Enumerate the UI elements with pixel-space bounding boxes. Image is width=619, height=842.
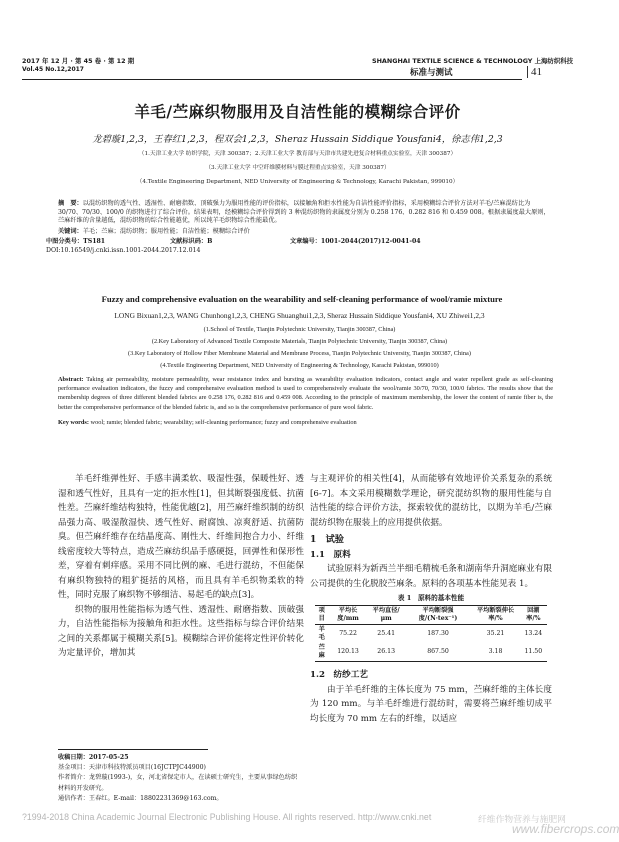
table-cell: 120.13 <box>337 648 359 655</box>
author-list: 龙碧璇1,2,3，王春红1,2,3，程双会1,2,3，Sheraz Hussain Siddique Yousfani4，徐志伟1,2,3 <box>92 134 503 145</box>
table-cell: 羊毛 <box>318 626 325 641</box>
section-1-heading: 1 试验 <box>310 534 344 545</box>
table-cell: 26.13 <box>377 648 396 655</box>
affiliation-2: （3.天津工业大学 中空纤维膜材料与膜过程重点实验室，天津 300387） <box>205 165 390 171</box>
english-affiliation-4: (4.Textile Engineering Department, NED University of Engineering & Technology, Karachi Pakistan, 999010) <box>160 362 439 369</box>
clc-number: 中图分类号：TS181 <box>46 238 106 246</box>
article-number: 文章编号：1001-2044(2017)12-0041-04 <box>290 238 421 246</box>
volume-label: Vol.45 No.12,2017 <box>22 66 84 73</box>
table-cell: 867.50 <box>427 648 449 655</box>
abstract-cn-label: 摘 要： <box>58 200 83 207</box>
table-header: 回潮率/% <box>526 607 541 622</box>
affiliation-1: （1.天津工业大学 纺织学院，天津 300387；2.天津工业大学 教育部与天津市共建先进复合材料重点实验室，天津 300387） <box>138 151 457 157</box>
section-1-2-heading: 1.2 纺纱工艺 <box>310 670 368 680</box>
english-affiliation-2: (2.Key Laboratory of Advanced Textile Composite Materials, Tianjin Polytechnic University, Tianjin 300387, China) <box>151 338 448 345</box>
paper-title: 羊毛/苎麻织物服用及自洁性能的模糊综合评价 <box>134 102 461 121</box>
table-row <box>315 625 547 644</box>
table-cell: 13.24 <box>524 630 543 637</box>
footnote <box>58 753 303 804</box>
table-header-row <box>315 606 547 625</box>
corresponding-author: 通信作者：王春红。E-mail：18802231369@163.com。 <box>58 794 223 802</box>
header-journal: SHANGHAI TEXTILE SCIENCE & TECHNOLOGY 上海纺织科技 <box>371 57 573 65</box>
received-date: 收稿日期：2017-05-25 <box>58 754 129 761</box>
section-label: 标准与测试 <box>410 68 453 78</box>
english-title: Fuzzy and comprehensive evaluation on the wearability and self-cleaning performance of wool/ramie mixture <box>101 294 503 304</box>
table-cell: 3.18 <box>488 648 503 655</box>
cnki-watermark: ?1994-2018 China Academic Journal Electronic Publishing House. All rights reserved. http://www.cnki.net <box>22 812 432 822</box>
spinning-paragraph: 由于羊毛纤维的主体长度为 75 mm，苎麻纤维的主体长度为 120 mm。与羊毛纤维进行混纺时，需要将苎麻纤维切成平均长度为 70 mm 左右的纤维，以适应 <box>310 684 552 724</box>
fund-info: 基金项目：天津市科技特派员项目(16JCTPJC44900) <box>58 764 206 772</box>
table-row <box>315 643 547 662</box>
table-header: 平均断裂强度/(N·tex⁻¹) <box>418 607 458 622</box>
right-column <box>310 472 552 726</box>
intro-paragraph-1: 羊毛纤维弹性好、手感丰满柔软、吸湿性强，保暖性好、透湿和透气性好，且具有一定的拒水性[1]，但其断裂强度低、抗菌性差。苎麻纤维结构独特，性能优越[2]，用苎麻纤维织制的纺织品强力高、吸湿散湿快、透气性好、耐腐蚀、凉爽舒适、抗菌防臭。但苎麻纤维存在结晶度高、刚性大、纤维间抱合力小、纤维线密度较大等特点，造成苎麻纺织品手感硬挺，回弹性和保形性差，穿着有刺痒感。采用不同比例的麻、毛进行混纺，不但能保有麻织物独特的粗犷挺括的风格，而且具有羊毛织物柔软的特性，同时克服了麻织物不够细洁、易起毛的缺点[3]。 <box>58 474 304 600</box>
table-1 <box>315 605 547 662</box>
table-cell: 25.41 <box>377 630 396 637</box>
english-keywords: wool; ramie; blended fabric; wearability; self-cleaning performance; fuzzy and comprehensive evaluation <box>90 418 357 426</box>
table-1-caption: 表 1 原料的基本性能 <box>397 594 465 602</box>
keywords-cn: 羊毛；苎麻；混纺织物；服用性能；自洁性能；模糊综合评价 <box>82 227 250 235</box>
site-watermark: 纤维作物营养与施肥网 <box>478 814 566 824</box>
table-cell: 35.21 <box>486 630 505 637</box>
english-keywords-label: Key words: <box>58 418 89 426</box>
english-abstract-label: Abstract: <box>58 376 84 383</box>
header-rule <box>22 79 522 80</box>
table-header: 平均直径/μm <box>372 607 400 622</box>
english-abstract-text: Taking air permeability, moisture permeability, wear resistance index and bursting as wearability evaluation indicators, contact angle and water repellent grade as self-cleaning performance evaluation indicators, the fuzzy and comprehensive evaluation method is used to comprehensively evaluate the wool/ramie 30/70, 70/30, 100/0 fabrics. The results show that the membership degrees of three different blended fabrics are 0.258 176, 0.282 816 and 0.459 008. According to the principle of maximum membership, the lower the content of ramie fiber is, the better the comprehensive performance of the blended fabric is, and so is the comprehensive performance of pure wool fabric. <box>58 376 553 411</box>
abstract-cn <box>46 200 550 256</box>
table-cell: 187.30 <box>427 630 449 637</box>
materials-paragraph: 试验原料为新西兰半细毛精梳毛条和湖南华升洞庭麻业有限公司提供的生化脱胶苎麻条。原料的各项基本性能见表 1。 <box>310 564 552 589</box>
english-affiliation-1: (1.School of Textile, Tianjin Polytechnic University, Tianjin 300387, China) <box>203 326 396 333</box>
table-header: 平均长度/mm <box>337 607 359 622</box>
document-code: 文献标识码：B <box>170 238 213 246</box>
table-header: 平均断裂伸长率/% <box>476 607 515 622</box>
english-abstract <box>58 375 553 427</box>
table-header: 项目 <box>318 607 325 622</box>
affiliation-3: （4.Textile Engineering Department, NED University of Engineering & Technology, Karachi Pakistan, 999010） <box>136 179 459 185</box>
table-cell: 75.22 <box>339 630 357 637</box>
abstract-cn-text: 以混纺织物的透气性、透湿性、耐磨指数、顶破强力为服用性能的评价指标，以接触角和拒水性能为自洁性能评价指标，采用模糊综合评价方法对羊毛/苎麻混纺比为 30/70、70/30、100/0 的织物进行了综合评价。结果表明，经模糊综合评价得到的 3 种混纺织物的隶属度分别为 0.258 176、0.282 816 和 0.459 008。根据隶属度最大原则，苎麻纤维的含量越低，混纺织物的综合性能越优，所以纯羊毛织物综合性能最优。 <box>58 200 550 225</box>
page-number: 41 <box>527 66 542 78</box>
header-issue: 2017 年 12 月 · 第 45 卷 · 第 12 期 <box>22 57 135 65</box>
intro-paragraph-3: 与主观评价的相关性[4]，从而能够有效地评价关系复杂的系统[6-7]。本文采用模糊数学理论，研究混纺织物的服用性能与自洁性能的综合评价方法，探索较优的混纺比，以期为羊毛/苎麻混纺织物在服装上的应用提供依据。 <box>310 474 552 528</box>
english-authors: LONG Bixuan1,2,3, WANG Chunhong1,2,3, CHENG Shuanghui1,2,3, Sheraz Hussain Siddique Yousfani4, XU Zhiwei1,2,3 <box>114 311 485 320</box>
table-cell: 11.50 <box>524 648 543 655</box>
author-info: 作者简介：龙碧璇(1993-)，女，河北省保定市人，在读硕士研究生，主要从事绿色纺织材料的开发研究。 <box>58 774 298 792</box>
doi: DOI:10.16549/j.cnki.issn.1001-2044.2017.12.014 <box>46 247 201 255</box>
english-affiliation-3: (3.Key Laboratory of Hollow Fiber Membrane Material and Membrane Process, Tianjin Polytechnic University, Tianjin 300387, China) <box>128 350 471 357</box>
section-1-1-heading: 1.1 原料 <box>310 549 351 560</box>
footnote-rule <box>58 749 208 750</box>
intro-paragraph-2: 织物的服用性能指标为透气性、透湿性、耐磨指数、顶破强力，自洁性能指标为接触角和拒水性。这些指标与综合评价结果之间的关系都属于模糊关系[5]。模糊综合评价能将定性评价转化为定量评价，增加其 <box>58 604 304 658</box>
keywords-cn-label: 关键词： <box>58 227 83 235</box>
left-column <box>58 472 304 661</box>
table-cell: 苎麻 <box>318 644 325 659</box>
site-url-watermark: www.fibercrops.com <box>512 822 619 836</box>
